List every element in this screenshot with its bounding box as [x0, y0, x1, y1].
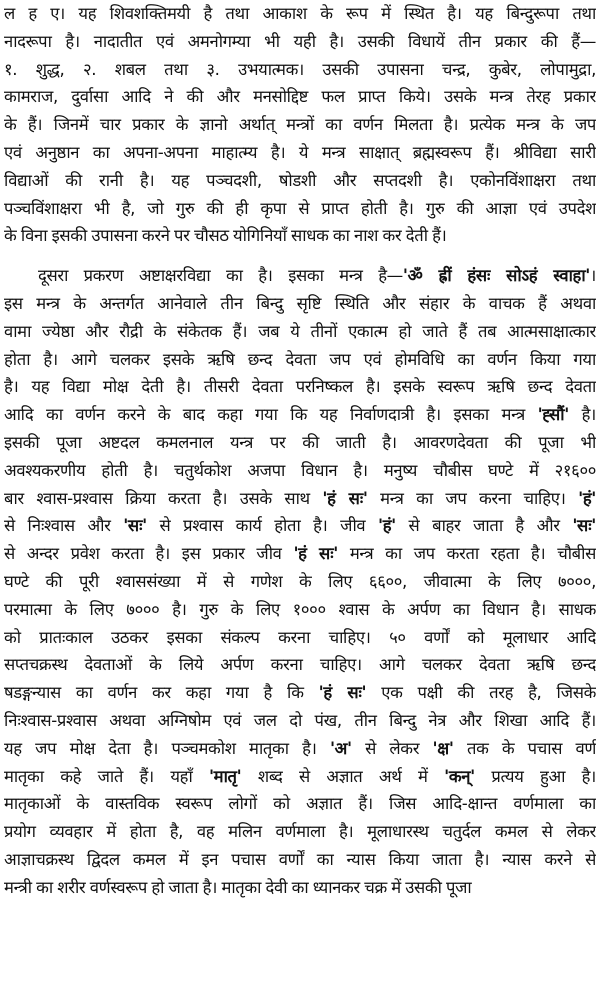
text-segment: नादरूपा है। नादातीत एवं अमनोगम्या भी यही है। उसकी विधायें तीन प्रकार की हैं—	[4, 31, 596, 51]
bold-mantra-term: 'हं'	[377, 516, 396, 536]
text-segment: ल ह ए। यह शिवशक्तिमयी है तथा आकाश के रूप में स्थित है। यह बिन्दुरूपा तथा	[4, 4, 596, 23]
text-segment: के विना इसकी उपासना करने पर चौसठ योगिनियाँ साधक का नाश कर देती हैं।	[4, 226, 447, 246]
text-segment: कामराज, दुर्वासा आदि ने की और मनसोद्दिष्ट फल प्राप्त किये। उसके मन्त्र तेरह प्रकार	[4, 87, 596, 107]
text-segment: अवश्यकरणीय होती है। चतुर्थकोश अजपा विधान है। मनुष्य चौबीस घण्टे में २१६००	[4, 460, 596, 480]
text-segment: १. शुद्ध, २. शबल तथा ३. उभयात्मक। उसकी उपासना चन्द्र, कुबेर, लोपामुद्रा,	[4, 59, 596, 79]
document-page	[4, 0, 596, 993]
text-segment: एवं अनुष्ठान का अपना-अपना माहात्म्य है। ये मन्त्र साक्षात् ब्रह्मस्वरूप हैं। श्रीविद्या सारी	[4, 142, 596, 162]
text-segment: तक के पचास वर्ण	[453, 738, 596, 758]
text-line	[4, 651, 596, 679]
bold-mantra-term: 'ॐ ह्रीं हंसः सोऽहं स्वाहा'	[402, 266, 591, 286]
text-line	[4, 139, 596, 167]
text-line	[4, 318, 596, 346]
text-line	[4, 790, 596, 818]
bold-mantra-term: 'हं सः'	[293, 544, 338, 564]
text-line	[4, 0, 596, 28]
text-segment: आज्ञाचक्रस्थ द्विदल कमल में इन पचास वर्णों का न्यास किया जाता है। न्यास करने से	[4, 849, 596, 869]
bold-mantra-term: 'कन्'	[444, 766, 475, 786]
text-segment: से बाहर जाता है और	[395, 516, 573, 536]
text-segment: आदि का वर्णन करने के बाद कहा गया कि यह निर्वाणदात्री है। इसका मन्त्र	[4, 405, 538, 425]
text-segment: विद्याओं की रानी है। यह पञ्चदशी, षोडशी और सप्तदशी है। एकोनविंशाक्षरा तथा	[4, 170, 596, 190]
text-line	[4, 28, 596, 56]
bold-mantra-term: 'ह्सौं'	[537, 405, 569, 425]
text-line	[4, 596, 596, 624]
bold-mantra-term: 'मातृ'	[208, 766, 242, 786]
text-segment: निःश्वास-प्रश्वास अथवा अग्निषोम एवं जल दो पंख, तीन बिन्दु नेत्र और शिखा आदि हैं।	[4, 710, 596, 730]
text-line	[4, 540, 596, 568]
bold-mantra-term: 'सः'	[123, 516, 147, 536]
text-line	[4, 512, 596, 540]
text-line	[4, 429, 596, 457]
text-line	[4, 846, 596, 874]
text-line	[4, 262, 596, 290]
text-line	[4, 874, 596, 902]
text-segment: प्रत्यय हुआ है।	[474, 766, 596, 786]
text-segment: से लेकर	[351, 738, 433, 758]
text-segment: मातृका कहे जाते हैं। यहाँ	[4, 766, 209, 786]
text-line	[4, 763, 596, 791]
text-segment: से अन्दर प्रवेश करता है। इस प्रकार जीव	[4, 544, 294, 564]
text-segment: मातृकाओं के वास्तविक स्वरूप लोगों को अज्ञात हैं। जिस आदि-क्षान्त वर्णमाला का	[4, 794, 596, 814]
text-line	[4, 56, 596, 84]
bold-mantra-term: 'क्ष'	[432, 738, 454, 758]
paragraph-srividya	[4, 0, 596, 250]
text-line	[4, 735, 596, 763]
bold-mantra-term: 'हं सः'	[318, 683, 367, 703]
paragraph-ashtakshara-vidya	[4, 262, 596, 901]
text-segment: मन्त्र का जप करना चाहिए।	[367, 488, 579, 508]
text-line	[4, 290, 596, 318]
text-segment: पञ्चविंशाक्षरा भी है, जो गुरु की ही कृपा से प्राप्त होती है। गुरु की आज्ञा एवं उपदेश	[4, 198, 596, 218]
text-line	[4, 346, 596, 374]
text-segment: को प्रातःकाल उठकर इसका संकल्प करना चाहिए। ५० वर्णों को मूलाधार आदि	[4, 627, 596, 647]
text-segment: इसकी पूजा अष्टदल कमलनाल यन्त्र पर की जाती है। आवरणदेवता की पूजा भी	[4, 432, 596, 452]
text-line	[4, 83, 596, 111]
text-segment: होता है। आगे चलकर इसके ऋषि छन्द देवता जप एवं होमविधि का वर्णन किया गया	[4, 349, 596, 369]
text-line	[4, 679, 596, 707]
bold-mantra-term: 'अ'	[329, 738, 352, 758]
text-segment: घण्टे की पूरी श्वाससंख्या में से गणेश के लिए ६६००, जीवात्मा के लिए ७०००,	[4, 571, 596, 591]
text-segment: इस मन्त्र के अन्तर्गत आनेवाले तीन बिन्दु सृष्टि स्थिति और संहार के वाचक हैं अथवा	[4, 293, 596, 313]
text-segment: है। यह विद्या मोक्ष देती है। तीसरी देवता परनिष्कल है। इसके स्वरूप ऋषि छन्द देवता	[4, 377, 596, 397]
text-line	[4, 222, 596, 250]
text-segment: प्रयोग व्यवहार में होता है, वह मलिन वर्णमाला है। मूलाधारस्थ चतुर्दल कमल से लेकर	[4, 822, 596, 842]
text-segment: षडङ्गन्यास का वर्णन कर कहा गया है कि	[4, 683, 319, 703]
text-line	[4, 818, 596, 846]
text-line	[4, 485, 596, 513]
text-segment: वामा ज्येष्ठा और रौद्री के संकेतक हैं। जब ये तीनों एकात्म हो जाते हैं तब आत्मसाक्षात्कार	[4, 321, 596, 341]
paragraph-gap	[4, 250, 596, 262]
text-line	[4, 401, 596, 429]
text-line	[4, 373, 596, 401]
text-segment: मन्त्र का जप करता रहता है। चौबीस	[337, 544, 596, 564]
text-segment: ।	[590, 266, 596, 286]
text-line	[4, 568, 596, 596]
bold-mantra-term: 'हं सः'	[322, 488, 368, 508]
text-segment: मन्त्री का शरीर वर्णस्वरूप हो जाता है। मातृका देवी का ध्यानकर चक्र में उसकी पूजा	[4, 877, 472, 897]
text-line	[4, 707, 596, 735]
text-line	[4, 457, 596, 485]
text-line	[4, 624, 596, 652]
text-segment: बार श्वास-प्रश्वास क्रिया करता है। उसके साथ	[4, 488, 323, 508]
text-line	[4, 195, 596, 223]
bold-mantra-term: 'सः'	[572, 516, 596, 536]
text-line	[4, 167, 596, 195]
text-segment: से प्रश्वास कार्य होता है। जीव	[146, 516, 378, 536]
text-segment: है।	[568, 405, 596, 425]
text-segment: एक पक्षी की तरह है, जिसके	[366, 683, 596, 703]
text-segment: से निःश्वास और	[4, 516, 124, 536]
text-segment: दूसरा प्रकरण अष्टाक्षरविद्या का है। इसका मन्त्र है—	[38, 266, 403, 286]
bold-mantra-term: 'हं'	[578, 488, 596, 508]
text-segment: यह जप मोक्ष देता है। पञ्चमकोश मातृका है।	[4, 738, 330, 758]
text-segment: सप्तचक्रस्थ देवताओं के लिये अर्पण करना चाहिए। आगे चलकर देवता ऋषि छन्द	[4, 655, 596, 675]
text-line	[4, 111, 596, 139]
text-segment: के हैं। जिनमें चार प्रकार के ज्ञानो अर्थात् मन्त्रों का वर्णन मिलता है। प्रत्येक मन्त्र के जप	[4, 115, 596, 135]
text-segment: परमात्मा के लिए ७००० है। गुरु के लिए १००० श्वास के अर्पण का विधान है। साधक	[4, 599, 596, 619]
text-segment: शब्द से अज्ञात अर्थ में	[241, 766, 445, 786]
